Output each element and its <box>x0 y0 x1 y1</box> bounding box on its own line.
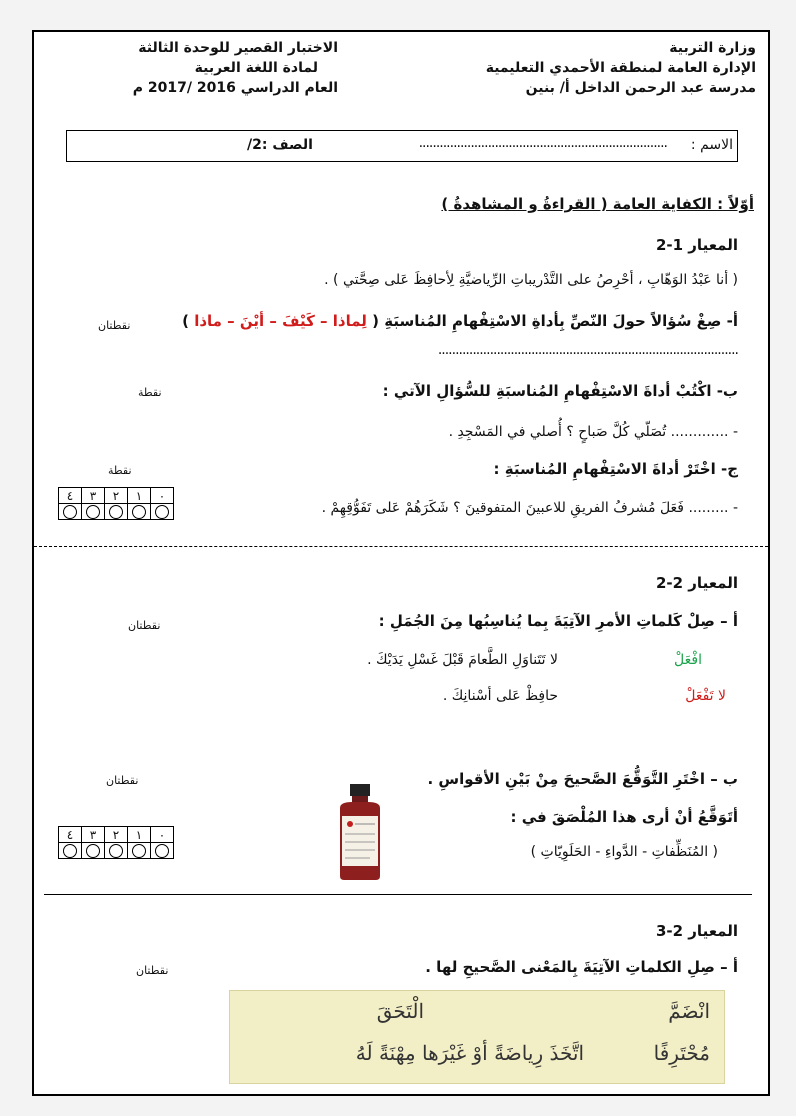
district-name: الإدارة العامة لمنطقة الأحمدي التعليمية <box>485 60 756 76</box>
section-divider <box>44 894 752 895</box>
question-3a: أ – صِلِ الكلماتِ الآتِيَةَ بِالمَعْنى الصَّحيحِ لها . <box>425 958 738 976</box>
vocab-word-professional[interactable]: مُحْتَرِفًا <box>653 1041 710 1065</box>
score-circle[interactable] <box>82 843 105 859</box>
standard-2-2: المعيار 2-2 <box>655 574 738 592</box>
points-label: نقطة <box>138 386 162 399</box>
phrase-1[interactable]: لا تَتَناوَلِ الطَّعامَ قَبْلَ غَسْلِ يَدَيْكَ . <box>367 652 558 668</box>
exam-page <box>32 30 770 1096</box>
question-1b: ب- اكْتُبْ أداةَ الاسْتِفْهامِ المُناسبَةِ للسُّؤالِ الآتي : <box>382 382 738 400</box>
points-label: نقطتان <box>128 619 161 632</box>
score-circle[interactable] <box>59 843 82 859</box>
points-label: نقطتان <box>98 319 131 332</box>
vocab-meaning-career[interactable]: اتَّخَذَ رِياضَةً أوْ غَيْرَها مِهْنَةً لَهُ <box>355 1041 584 1065</box>
score-circle[interactable] <box>82 504 105 520</box>
points-label: نقطتان <box>136 964 169 977</box>
phrase-2[interactable]: حافِظْ عَلى أسْنانِكَ . <box>442 688 558 704</box>
question-2b: ب – اخْتَرِ التَّوَقُّعَ الصَّحيحَ مِنْ بَيْنِ الأقواسِ . <box>427 770 738 788</box>
student-info-box <box>66 130 738 162</box>
score-circle[interactable] <box>128 504 151 520</box>
score-circle[interactable] <box>151 504 174 520</box>
ministry-name: وزارة التربية <box>669 40 756 56</box>
exam-title: الاختبار القصير للوحدة الثالثة <box>138 40 338 56</box>
medicine-bottle-image <box>330 784 390 880</box>
reading-passage: ( أنا عَبْدُ الوَهّابِ ، أحْرِصُ على التَّدْريباتِ الرِّياضيَّةِ لِأحافِظَ عَلى صِحَّتي ) . <box>324 272 738 288</box>
question-1a: أ- صِغْ سُؤالاً حولَ النّصِّ بِأداةِ الاسْتِفْهامِ المُناسبَةِ ( لِماذا – كَيْفَ – أيْنَ – ماذا ) <box>182 312 738 330</box>
section1-title: أوّلاً : الكفاية العامة ( القراءةُ و المشاهدةُ ) <box>441 195 754 213</box>
school-name: مدرسة عبد الرحمن الداخل أ/ بنين <box>525 80 756 96</box>
prediction-options[interactable]: ( المُنَظِّفاتِ - الدَّواءِ - الحَلَوِيّاتِ ) <box>530 844 718 860</box>
exam-subject: لمادة اللغة العربية <box>194 60 318 76</box>
vocabulary-box <box>229 990 725 1084</box>
standard-2-3: المعيار 2-3 <box>655 922 738 940</box>
standard-1-2: المعيار 1-2 <box>655 236 738 254</box>
prediction-prompt: أتَوَقَّعُ أنْ أرى هذا المُلْصَقَ في : <box>510 808 738 826</box>
score-circle[interactable] <box>151 843 174 859</box>
answer-line[interactable]: ....................................................................................... <box>437 342 738 358</box>
sentence-1c: - ......... فَعَلَ مُشرفُ الفريقِ للاعبينَ المتفوقينَ ؟ شَكَرَهُمْ عَلى تَفَوُّقِهِمْ . <box>321 500 738 516</box>
question-1c: ج- اخْتَرْ أداةَ الاسْتِفْهامِ المُناسبَةِ : <box>493 460 738 478</box>
command-word-do[interactable]: افْعَلْ <box>674 652 702 668</box>
points-label: نقطة <box>108 464 132 477</box>
vocab-meaning-enrolled[interactable]: الْتَحَقَ <box>376 999 424 1023</box>
score-table: ٠ ١ ٢ ٣ ٤ <box>58 826 174 859</box>
score-table: ٠ ١ ٢ ٣ ٤ <box>58 487 174 520</box>
section-divider <box>34 546 768 547</box>
school-year: العام الدراسي 2016 /2017 م <box>132 80 338 96</box>
name-label: الاسم : <box>690 137 733 153</box>
points-label: نقطتان <box>106 774 139 787</box>
question-2a: أ – صِلْ كَلماتِ الأمرِ الآتِيَةَ بِما يُناسِبُها مِنَ الجُمَلِ : <box>378 612 738 630</box>
name-field[interactable]: ........................................................................ <box>418 135 667 151</box>
command-word-dont[interactable]: لا تَفْعَلْ <box>685 688 726 704</box>
class-label[interactable]: الصف :2/ <box>247 137 313 153</box>
sentence-1b: - ............. تُصَلّي كُلَّ صَباحٍ ؟ أُصلي في المَسْجِدِ . <box>448 424 738 440</box>
score-circle[interactable] <box>105 504 128 520</box>
question-words: لِماذا – كَيْفَ – أيْنَ – ماذا <box>194 312 367 330</box>
score-circle[interactable] <box>59 504 82 520</box>
vocab-word-joined[interactable]: انْضَمَّ <box>668 999 710 1023</box>
score-circle[interactable] <box>128 843 151 859</box>
score-circle[interactable] <box>105 843 128 859</box>
